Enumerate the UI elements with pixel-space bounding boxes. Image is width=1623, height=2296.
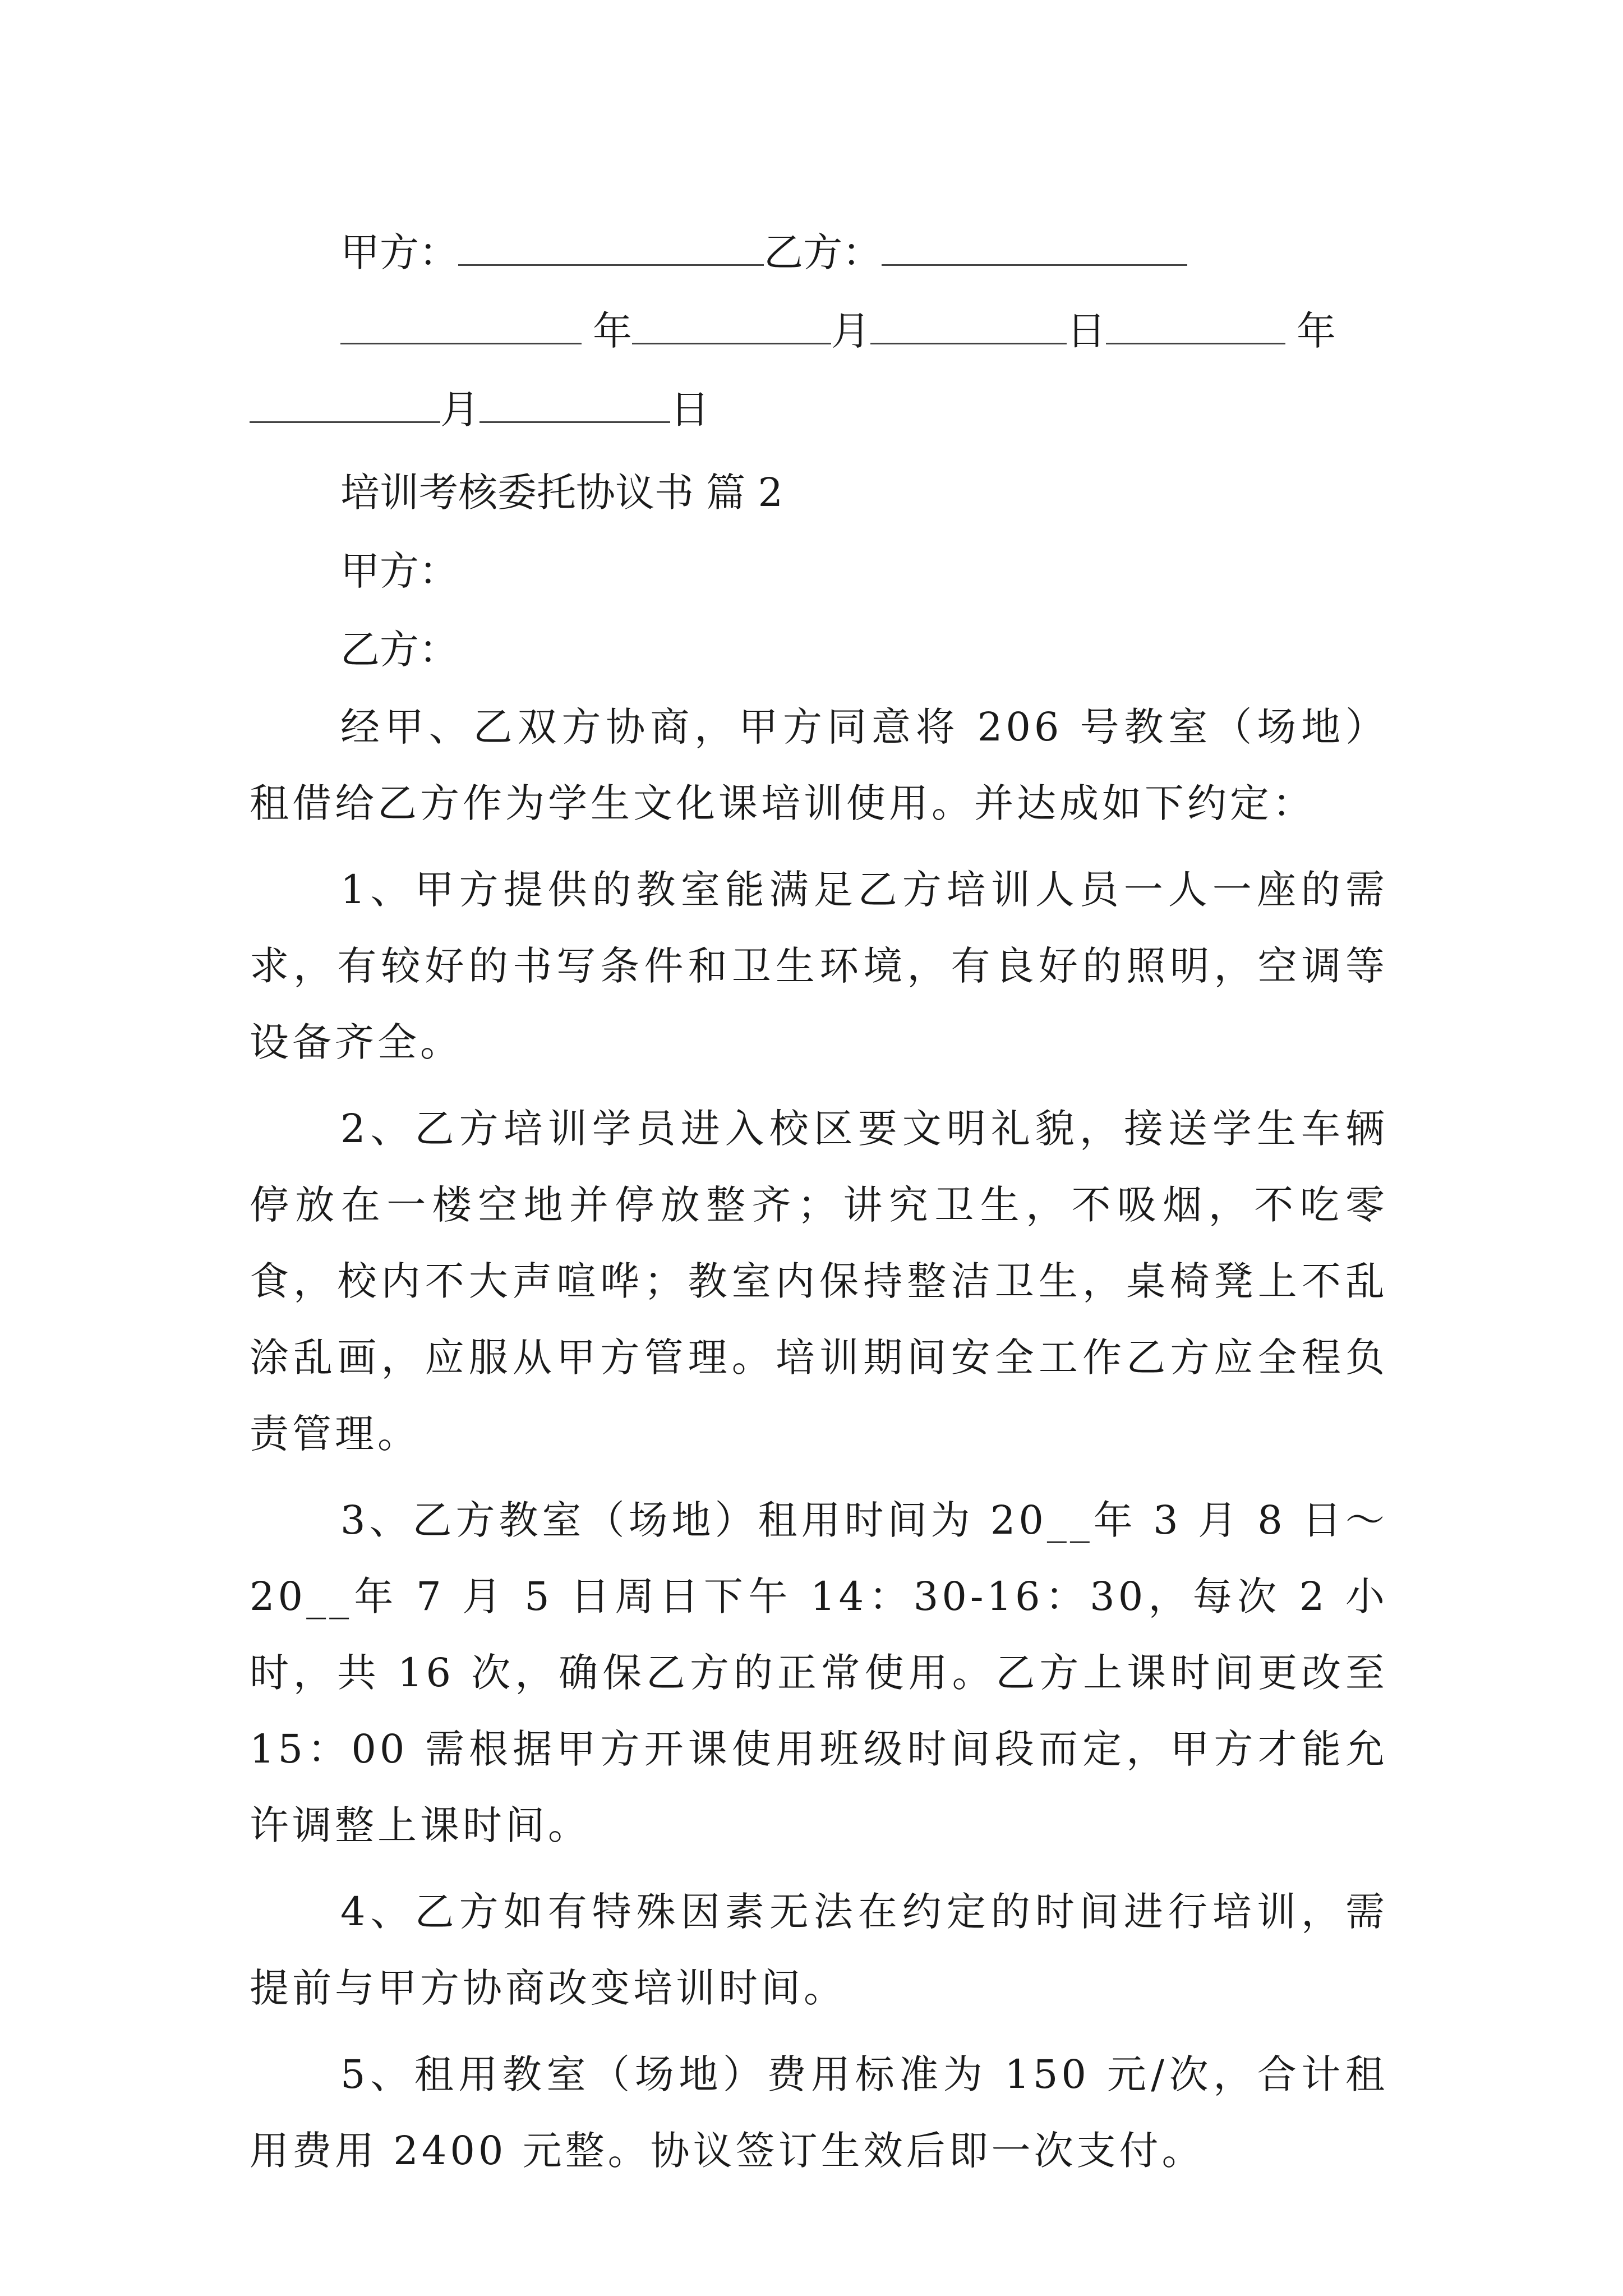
day-label: 日 xyxy=(1067,308,1106,354)
signature-date-line-1 xyxy=(250,292,1388,370)
section-title: 培训考核委托协议书 篇 2 xyxy=(340,470,783,516)
month-label: 月 xyxy=(831,308,870,354)
party-b-signature-blank[interactable] xyxy=(882,229,1187,266)
paragraph-clause-1: 1、甲方提供的教室能满足乙方培训人员一人一座的需求，有较好的书写条件和卫生环境，有良好的照明，空调等设备齐全。 xyxy=(250,867,1388,1065)
date-b-month-blank[interactable] xyxy=(250,386,440,423)
signature-date-line-2 xyxy=(250,370,1388,449)
date-a-day-blank[interactable] xyxy=(870,308,1067,344)
date-a-year-blank[interactable] xyxy=(340,308,582,344)
date-b-day-blank[interactable] xyxy=(479,386,670,423)
party-a-signature-label: 甲方： xyxy=(340,229,458,275)
day-label: 日 xyxy=(670,386,709,432)
month-label: 月 xyxy=(440,386,479,432)
party-b-line: 乙方： xyxy=(340,627,458,673)
year-label: 年 xyxy=(593,308,632,354)
paragraph-intro: 经甲、乙双方协商，甲方同意将 206 号教室（场地）租借给乙方作为学生文化课培训使用。并达成如下约定： xyxy=(250,704,1388,826)
paragraph-clause-5: 5、租用教室（场地）费用标准为 150 元/次，合计租用费用 2400 元整。协议签订生效后即一次支付。 xyxy=(250,2051,1388,2174)
party-a-line: 甲方： xyxy=(340,548,458,594)
paragraph-clause-3: 3、乙方教室（场地）租用时间为 20__年 3 月 8 日～20__年 7 月 5 日周日下午 14：30-16：30，每次 2 小时，共 16 次，确保乙方的正常使用。乙方上课时间更改至 15：00 需根据甲方开课使用班级时间段而定，甲方才能允许调整上课时间。 xyxy=(250,1497,1388,1848)
year-label: 年 xyxy=(1297,308,1336,354)
date-a-month-blank[interactable] xyxy=(632,308,831,344)
paragraph-clause-4: 4、乙方如有特殊因素无法在约定的时间进行培训，需提前与甲方协商改变培训时间。 xyxy=(250,1889,1388,2011)
document-page xyxy=(250,213,1388,2199)
date-b-year-blank[interactable] xyxy=(1106,308,1285,344)
signature-parties-line xyxy=(250,213,1388,292)
signature-block xyxy=(250,213,1388,449)
party-a-signature-blank[interactable] xyxy=(458,229,764,266)
paragraph-clause-2: 2、乙方培训学员进入校区要文明礼貌，接送学生车辆停放在一楼空地并停放整齐；讲究卫生，不吸烟，不吃零食，校内不大声喧哗；教室内保持整洁卫生，桌椅凳上不乱涂乱画，应服从甲方管理。培训期间安全工作乙方应全程负责管理。 xyxy=(250,1106,1388,1457)
party-b-signature-label: 乙方： xyxy=(764,229,882,275)
